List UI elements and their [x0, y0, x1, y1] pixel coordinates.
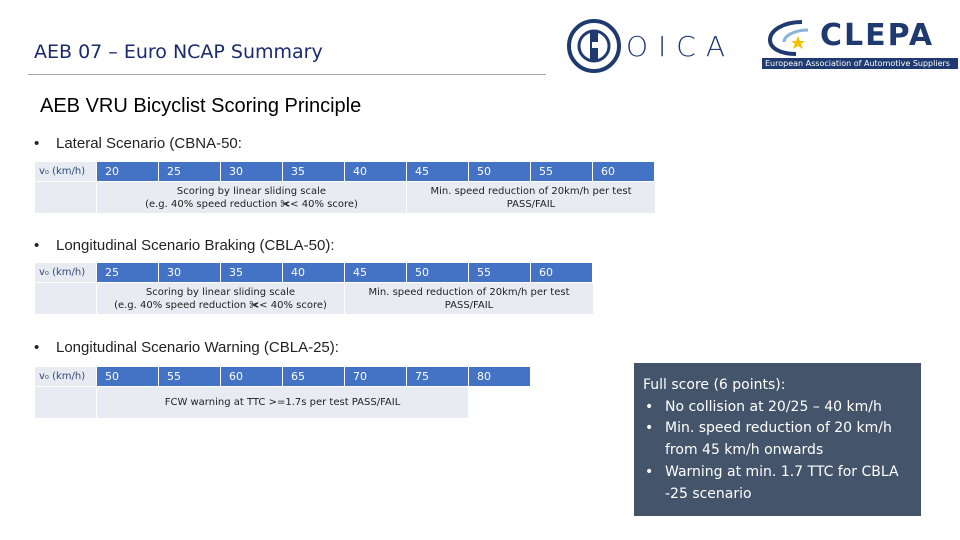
- note-empty-cell: [34, 386, 96, 418]
- speed-row-warning: [34, 367, 530, 386]
- note-row-lateral: [34, 181, 655, 213]
- speed-cell: 30: [220, 162, 282, 181]
- speed-cell: 60: [592, 162, 654, 181]
- speed-cell: 80: [468, 367, 530, 386]
- speed-cell: 40: [344, 162, 406, 181]
- slide-subtitle: AEB VRU Bicyclist Scoring Principle: [40, 95, 362, 117]
- speed-cell: 70: [344, 367, 406, 386]
- speed-cell: 40: [282, 263, 344, 282]
- speed-cell: 60: [220, 367, 282, 386]
- summary-item: • Min. speed reduction of 20 km/h from 45 km/h onwards: [643, 418, 913, 461]
- note-empty-cell: [34, 282, 96, 314]
- speed-cell: 50: [468, 162, 530, 181]
- page-title: AEB 07 – Euro NCAP Summary: [34, 41, 323, 63]
- bullet-warning: [34, 339, 339, 356]
- note-row-warning: [34, 386, 468, 418]
- speed-cell: 45: [344, 263, 406, 282]
- speed-label: v₀ (km/h): [34, 162, 96, 181]
- scoring-note: Scoring by linear sliding scale (e.g. 40% speed reduction ✀< 40% score): [96, 181, 406, 213]
- bullet-text: Longitudinal Scenario Braking (CBLA-50):: [56, 237, 335, 254]
- speed-cell: 25: [158, 162, 220, 181]
- clepa-logo-mark-icon: [762, 18, 814, 58]
- note-row-braking: [34, 282, 593, 314]
- bullet-text: Lateral Scenario (CBNA-50:: [56, 135, 242, 152]
- speed-label: v₀ (km/h): [34, 367, 96, 386]
- speed-cell: 35: [220, 263, 282, 282]
- speed-cell: 25: [96, 263, 158, 282]
- fcw-note: FCW warning at TTC >=1.7s per test PASS/FAIL: [96, 386, 468, 418]
- summary-item: • No collision at 20/25 – 40 km/h: [643, 397, 913, 419]
- summary-item: • Warning at min. 1.7 TTC for CBLA -25 scenario: [643, 462, 913, 505]
- bullet-dot: •: [34, 339, 40, 356]
- speed-cell: 65: [282, 367, 344, 386]
- summary-title: Full score (6 points):: [643, 377, 786, 393]
- speed-cell: 50: [96, 367, 158, 386]
- speed-cell: 55: [158, 367, 220, 386]
- speed-row-lateral: [34, 162, 654, 181]
- summary-list: [643, 397, 913, 506]
- speed-cell: 45: [406, 162, 468, 181]
- speed-cell: 60: [530, 263, 592, 282]
- speed-cell: 20: [96, 162, 158, 181]
- speed-cell: 50: [406, 263, 468, 282]
- speed-cell: 35: [282, 162, 344, 181]
- speed-label: v₀ (km/h): [34, 263, 96, 282]
- bullet-dot: •: [34, 135, 40, 152]
- speed-cell: 75: [406, 367, 468, 386]
- clepa-logo-text: CLEPA: [820, 18, 935, 53]
- bullet-dot: •: [34, 237, 40, 254]
- scoring-note: Scoring by linear sliding scale (e.g. 40% speed reduction ✀< 40% score): [96, 282, 344, 314]
- speed-cell: 30: [158, 263, 220, 282]
- clepa-logo: [758, 18, 950, 72]
- bullet-text: Longitudinal Scenario Warning (CBLA-25):: [56, 339, 339, 356]
- note-empty-cell: [34, 181, 96, 213]
- bullet-braking: [34, 237, 335, 254]
- bullet-lateral: [34, 135, 242, 152]
- speed-cell: 55: [468, 263, 530, 282]
- summary-box: [634, 363, 921, 516]
- oica-logo-text: OICA: [626, 30, 736, 63]
- speed-row-braking: [34, 263, 592, 282]
- clepa-logo-subtitle: European Association of Automotive Suppliers: [762, 58, 958, 69]
- pass-fail-note: Min. speed reduction of 20km/h per test PASS/FAIL: [344, 282, 593, 314]
- header-divider: [28, 74, 546, 75]
- speed-cell: 55: [530, 162, 592, 181]
- pass-fail-note: Min. speed reduction of 20km/h per test PASS/FAIL: [406, 181, 655, 213]
- oica-logo: [566, 18, 738, 74]
